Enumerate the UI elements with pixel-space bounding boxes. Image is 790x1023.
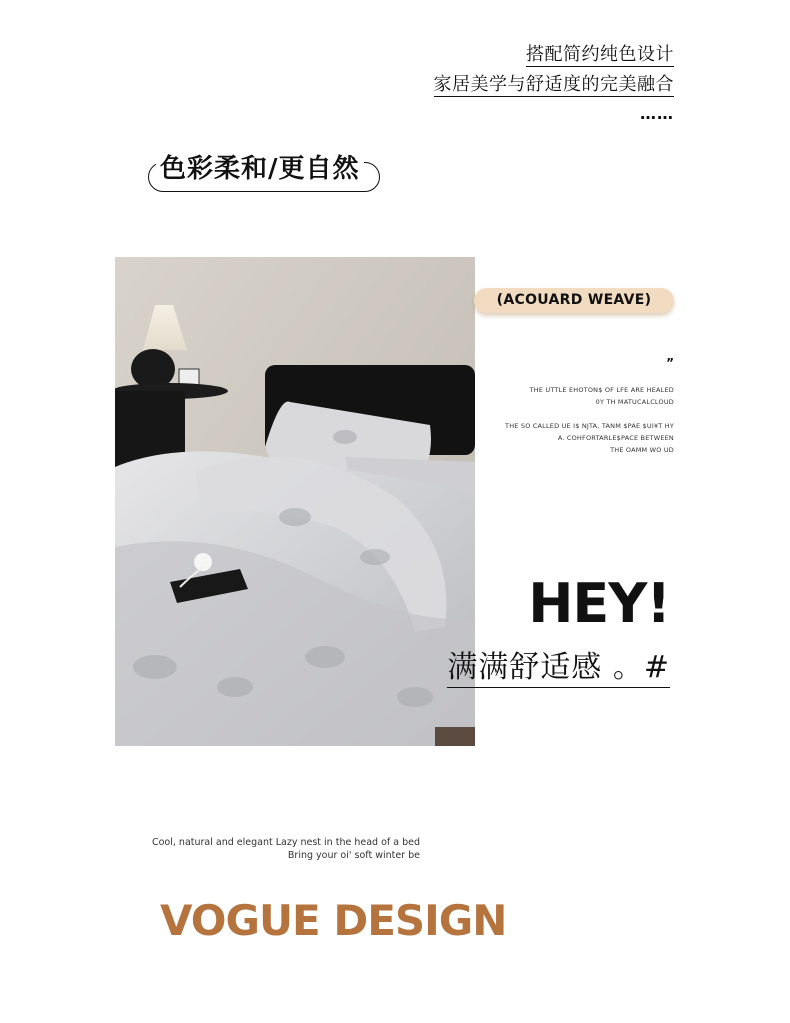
section-heading: 色彩柔和/更自然	[156, 148, 364, 185]
comfort-subheadline: 满满舒适感 。#	[447, 642, 670, 686]
caption-line-2: Bring your oi' soft winter be	[287, 850, 420, 861]
caption-line-1: Cool, natural and elegant Lazy nest in the head of a bed	[151, 837, 420, 848]
weave-tag-label: (ACOUARD WEAVE)	[496, 292, 652, 308]
weave-tag	[474, 288, 674, 313]
vogue-design-title: VOGUE DESIGN	[160, 896, 507, 945]
small-text-line-4: A. COHFORTARLE$PACE BETWEEN	[557, 434, 674, 442]
small-text-line-3: THE SO CALLED UE I$ NJTA, TANM $PAE $UI¥T HY	[505, 422, 674, 430]
bedding-photo	[115, 257, 475, 746]
small-text-line-1: THE UTTLE EHOTON$ OF LFE ARE HEALED	[529, 386, 674, 394]
quote-mark: ”	[666, 356, 674, 370]
small-text-line-2: 0Y TH MATUCALCLOUD	[595, 398, 674, 406]
intro-line-2: 家居美学与舒适度的完美融合	[433, 74, 674, 95]
ellipsis-text: ……	[640, 104, 674, 123]
lamp-base	[131, 349, 175, 389]
small-text-line-5: THE OAMM WO UD	[610, 446, 674, 454]
intro-line-1: 搭配简约纯色设计	[526, 44, 674, 65]
section-heading-pill	[148, 148, 380, 194]
caption	[152, 836, 420, 862]
hey-headline: HEY!	[528, 572, 670, 635]
